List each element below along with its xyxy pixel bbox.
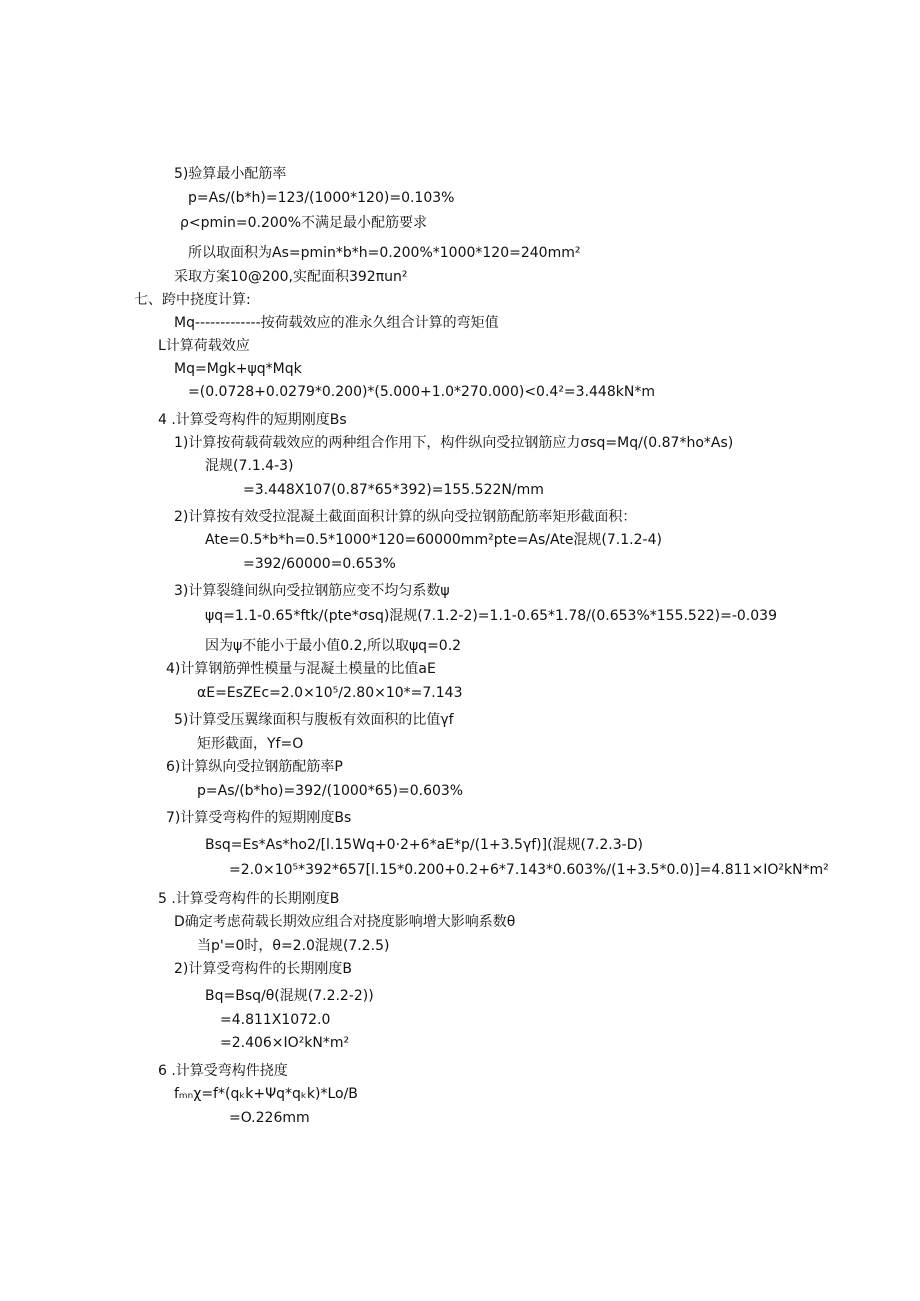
text-line: 6)计算纵向受拉钢筋配筋率P: [166, 759, 343, 775]
text-line: 5)验算最小配筋率: [174, 166, 287, 182]
text-line: fₘₙχ=f*(qₖk+Ψq*qₖk)*Lo∕B: [174, 1086, 358, 1102]
text-line: 当p'=0时，θ=2.0混规(7.2.5): [197, 938, 390, 954]
text-line: 混规(7.1.4-3): [205, 458, 294, 474]
text-line: =392/60000=0.653%: [243, 556, 396, 572]
text-line: =3.448X107(0.87*65*392)=155.522N/mm: [243, 482, 544, 498]
text-line: Mq=Mgk+ψq*Mqk: [174, 361, 302, 377]
text-line: 2)计算受弯构件的长期刚度B: [174, 961, 352, 977]
text-line: =O.226mm: [229, 1110, 310, 1126]
text-line: D确定考虑荷载长期效应组合对挠度影响增大影响系数θ: [174, 914, 516, 930]
text-line: 1)计算按荷载荷载效应的两种组合作用下，构件纵向受拉钢筋应力σsq=Mq∕(0.87*ho*As): [174, 435, 734, 451]
text-line: =(0.0728+0.0279*0.200)*(5.000+1.0*270.000)<0.4²=3.448kN*m: [188, 384, 655, 400]
text-line: 采取方案10@200,实配面积392πun²: [174, 269, 408, 285]
text-line: 7)计算受弯构件的短期刚度Bs: [166, 810, 352, 826]
text-line: αE=EsZEc=2.0×10⁵∕2.80×10*=7.143: [197, 685, 463, 701]
text-line: 4 .计算受弯构件的短期刚度Bs: [158, 412, 347, 428]
text-line: ρ<pmin=0.200%不满足最小配筋要求: [180, 215, 428, 231]
text-line: 5)计算受压翼缘面积与腹板有效面积的比值γf: [174, 712, 454, 728]
text-line: 3)计算裂缝间纵向受拉钢筋应变不均匀系数ψ: [174, 583, 450, 599]
text-line: ψq=1.1-0.65*ftk∕(pte*σsq)混规(7.1.2-2)=1.1-0.65*1.78/(0.653%*155.522)=-0.039: [205, 608, 777, 624]
text-line: Mq-------------按荷载效应的准永久组合计算的弯矩值: [174, 315, 499, 331]
text-line: 2)计算按有效受拉混凝土截面面积计算的纵向受拉钢筋配筋率矩形截面积：: [174, 509, 637, 525]
text-line: Bq=Bsq∕θ(混规(7.2.2-2)): [205, 988, 374, 1004]
text-line: =4.811X1072.0: [220, 1012, 331, 1028]
text-line: 矩形截面，Yf=O: [197, 736, 304, 752]
text-line: 因为ψ不能小于最小值0.2,所以取ψq=0.2: [205, 638, 462, 654]
text-line: Bsq=Es*As*ho2∕[l.15Wq+0·2+6*aE*p∕(1+3.5γf)](混规(7.2.3-D): [205, 837, 643, 853]
text-line: p=As∕(b*ho)=392/(1000*65)=0.603%: [197, 783, 464, 799]
text-line: 6 .计算受弯构件挠度: [158, 1063, 288, 1079]
text-line: =2.406×IO²kN*m²: [220, 1035, 350, 1051]
text-line: L计算荷载效应: [158, 338, 250, 354]
section-heading: 七、跨中挠度计算:: [134, 292, 251, 308]
text-line: 5 .计算受弯构件的长期刚度B: [158, 891, 340, 907]
text-line: Ate=0.5*b*h=0.5*1000*120=60000mm²pte=As∕Ate混规(7.1.2-4): [205, 532, 662, 548]
text-line: =2.0×10⁵*392*657[l.15*0.200+0.2+6*7.143*0.603%∕(1+3.5*0.0)]=4.811×IO²kN*m²: [229, 862, 829, 878]
text-line: 所以取面积为As=pmin*b*h=0.200%*1000*120=240mm²: [188, 245, 581, 261]
text-line: 4)计算钢筋弹性模量与混凝土模量的比值aE: [166, 661, 436, 677]
text-line: p=As∕(b*h)=123/(1000*120)=0.103%: [188, 190, 455, 206]
